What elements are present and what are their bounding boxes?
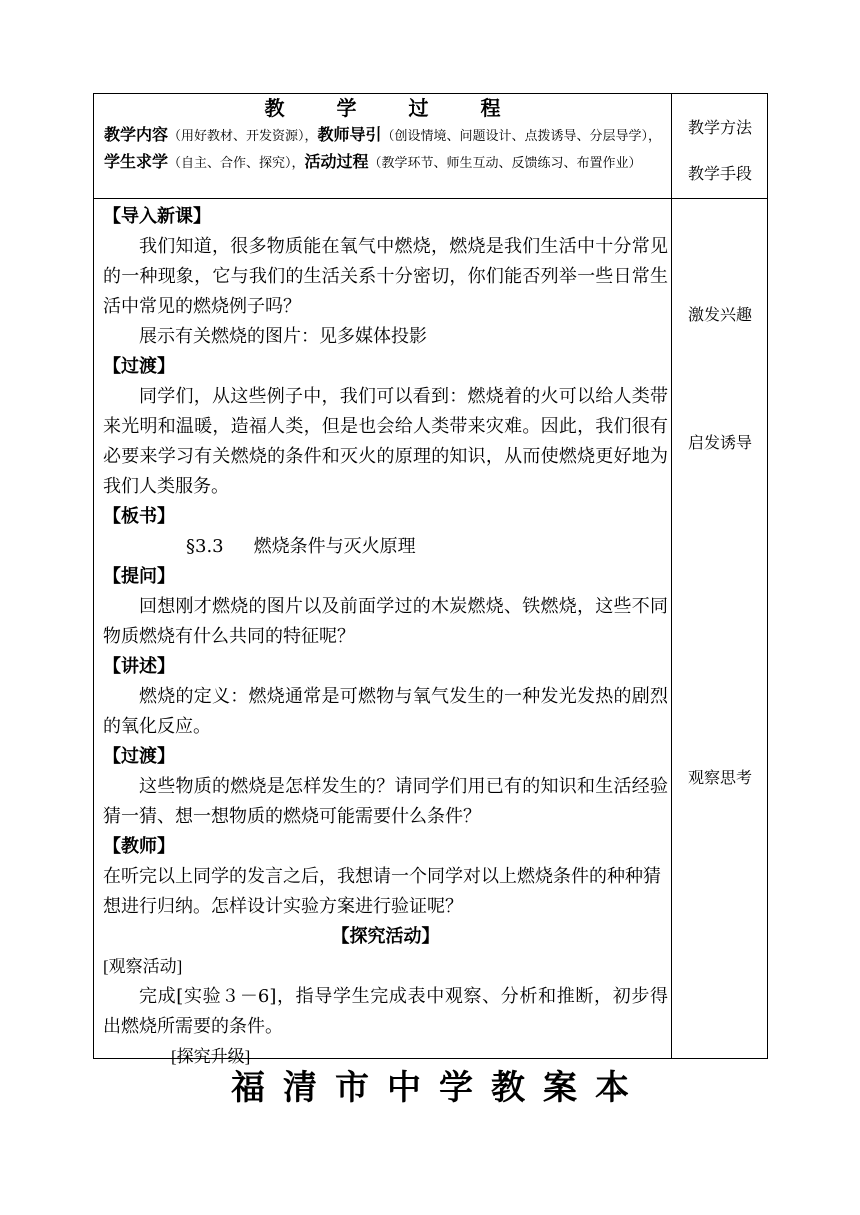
section-heading-teacher: 【教师】 (103, 836, 175, 857)
note-student-learning: （自主、合作、探究）， (168, 156, 305, 171)
label-explore-upgrade: [探究升级] (171, 1047, 251, 1066)
section-heading-narrate: 【讲述】 (103, 656, 175, 677)
table-title: 教学过程 (264, 96, 553, 120)
paragraph-transition-1: 同学们，从这些例子中，我们可以看到：燃烧着的火可以给人类带来光明和温暖，造福人类，但是也会给人类带来灾难。因此，我们很有必要来学习有关燃烧的条件和灭火的原理的知识，从而使燃烧更好地为我们人类服务。 (103, 386, 668, 497)
board-section-number: §3.3 (186, 536, 224, 557)
lesson-plan-table (93, 93, 768, 1066)
paragraph-intro-2: 展示有关燃烧的图片：见多媒体投影 (139, 326, 427, 347)
paragraph-transition-2: 这些物质的燃烧是怎样发生的？请同学们用已有的知识和生活经验猜一猜、想一想物质的燃烧可能需要什么条件？ (103, 776, 668, 827)
label-observe-activity: [观察活动] (103, 957, 183, 976)
paragraph-narrate: 燃烧的定义：燃烧通常是可燃物与氧气发生的一种发光发热的剧烈的氧化反应。 (103, 686, 668, 737)
label-teacher-guide: 教师导引 (317, 125, 382, 144)
label-student-learning: 学生求学 (104, 152, 169, 171)
note-activity-process: （教学环节、师生互动、反馈练习、布置作业） (368, 156, 642, 171)
section-heading-transition: 【过渡】 (103, 356, 175, 377)
board-line (103, 532, 668, 562)
column-divider (671, 94, 672, 1058)
header-divider (94, 198, 767, 199)
paragraph-intro-1: 我们知道，很多物质能在氧气中燃烧，燃烧是我们生活中十分常见的一种现象，它与我们的生活关系十分密切，你们能否列举一些日常生活中常见的燃烧例子吗？ (103, 236, 668, 317)
paragraph-teacher: 在听完以上同学的发言之后，我想请一个同学对以上燃烧条件的种种猜想进行归纳。怎样设计实验方案进行验证呢？ (103, 866, 661, 917)
paragraph-observe: 完成[实验３－6]，指导学生完成表中观察、分析和推断，初步得出燃烧所需要的条件。 (103, 986, 668, 1037)
side-header-means: 教学手段 (687, 164, 752, 183)
side-header-method: 教学方法 (687, 118, 752, 137)
header-description (104, 122, 666, 176)
footer-title: 福清市中学教案本 (231, 1068, 647, 1108)
side-note-motivate: 激发兴趣 (687, 305, 752, 324)
section-heading-transition-2: 【过渡】 (103, 746, 175, 767)
label-content: 教学内容 (104, 125, 169, 144)
side-note-inspire: 启发诱导 (687, 433, 752, 452)
note-content: （用好教材、开发资源）， (168, 129, 318, 144)
section-heading-board: 【板书】 (103, 506, 175, 527)
board-title: 燃烧条件与灭火原理 (253, 536, 416, 557)
lesson-body (103, 202, 668, 1072)
label-activity-process: 活动过程 (304, 152, 369, 171)
paragraph-question: 回想刚才燃烧的图片以及前面学过的木炭燃烧、铁燃烧，这些不同物质燃烧有什么共同的特征呢？ (103, 596, 668, 647)
section-heading-explore: 【探究活动】 (331, 926, 440, 947)
section-heading-intro: 【导入新课】 (103, 206, 211, 227)
section-heading-question: 【提问】 (103, 566, 175, 587)
note-teacher-guide: （创设情境、问题设计、点拨诱导、分层导学）， (381, 129, 662, 144)
side-note-observe: 观察思考 (687, 768, 752, 787)
